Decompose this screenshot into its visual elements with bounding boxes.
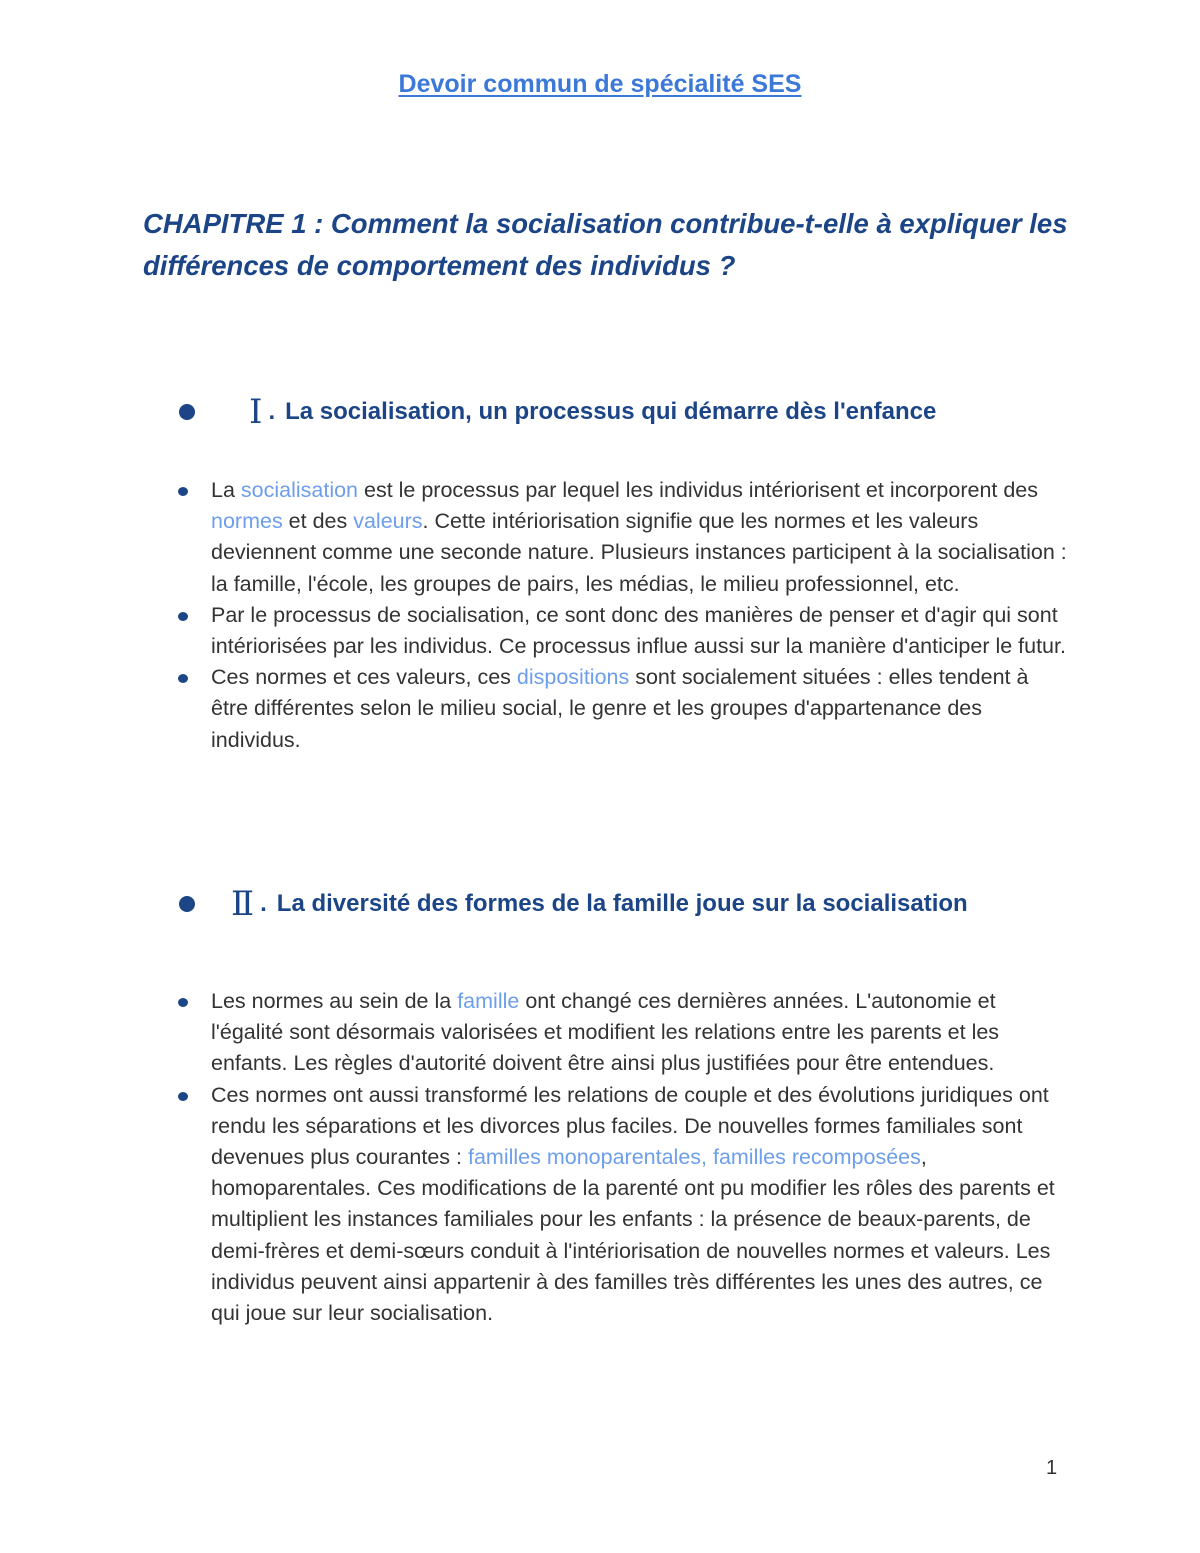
section-separator: .	[260, 890, 267, 917]
keyword: normes	[211, 509, 283, 534]
text-run: est le processus par lequel les individus intériorisent et incorporent des	[358, 478, 1039, 502]
list-item	[211, 1080, 1071, 1330]
text-run: Par le processus de socialisation, ce sont donc des manières de penser et d'agir qui sont intériorisées par les individus. Ce processus influe aussi sur la manière d'anticiper le futur.	[211, 602, 1066, 659]
keyword: socialisation	[240, 478, 359, 502]
list-item	[211, 600, 1071, 662]
section-title: La socialisation, un processus qui démarre dès l'enfance	[285, 398, 937, 425]
bullet-icon	[178, 487, 188, 496]
text-run: Ces normes et ces valeurs, ces	[211, 665, 517, 690]
section-heading-2	[179, 884, 968, 924]
section-separator: .	[268, 398, 276, 425]
bullet-icon	[178, 998, 188, 1007]
chapter-title: CHAPITRE 1 : Comment la socialisation contribue-t-elle à expliquer les différences de comportement des individus ?	[143, 208, 1068, 281]
bullet-icon	[178, 1092, 188, 1101]
text-run: et des	[282, 509, 354, 534]
section-2-bullet-list	[211, 986, 1071, 1329]
keyword: valeurs	[353, 509, 423, 534]
section-title: La diversité des formes de la famille joue sur la socialisation	[276, 890, 968, 917]
text-run: . Cette intériorisation signifie que les normes et les valeurs deviennent comme une seconde nature. Plusieurs instances participent à la socialisation : la famille, l'école, les groupes de pairs, les médias, le milieu professionnel, etc.	[211, 509, 1067, 596]
text-run: ont changé ces dernières années. L'autonomie et l'égalité sont désormais valorisées et modifient les relations entre les parents et les enfants. Les règles d'autorité doivent être ainsi plus justifiées pour être entendues.	[211, 989, 1000, 1076]
list-item	[211, 986, 1071, 1080]
keyword: familles monoparentales, familles recomposées	[467, 1145, 921, 1170]
list-item	[211, 475, 1071, 600]
text-run: Ces normes ont aussi transformé les relations de couple et des évolutions juridiques ont rendu les séparations et les divorces plus faciles. De nouvelles formes familiales sont devenues plus courantes :	[211, 1082, 1049, 1170]
page-number: 1	[1046, 1457, 1058, 1479]
section-numeral: Ⅱ	[231, 884, 255, 924]
bullet-icon	[178, 612, 188, 621]
section-heading-1	[179, 392, 936, 432]
keyword: dispositions	[516, 665, 630, 690]
bullet-icon	[178, 674, 188, 683]
text-run: , homoparentales. Ces modifications de la parenté ont pu modifier les rôles des parents et multiplient les instances familiales pour les enfants : la présence de beaux-parents, de demi-frères et demi-sœurs conduit à l'intériorisation de nouvelles normes et valeurs. Les individus peuvent ainsi appartenir à des familles très différentes les unes des autres, ce qui joue sur leur socialisation.	[211, 1145, 1055, 1326]
text-run: Les normes au sein de la	[211, 989, 458, 1013]
bullet-icon	[179, 896, 195, 912]
list-item	[211, 662, 1071, 756]
section-numeral: Ⅰ	[249, 392, 263, 432]
document-title: Devoir commun de spécialité SES	[398, 70, 802, 98]
section-1-bullet-list	[211, 475, 1071, 756]
text-run: La	[211, 478, 241, 502]
text-run: sont socialement situées : elles tendent à être différentes selon le milieu social, le genre et les groupes d'appartenance des individus.	[211, 665, 1029, 752]
keyword: famille	[457, 989, 520, 1013]
bullet-icon	[179, 404, 195, 420]
